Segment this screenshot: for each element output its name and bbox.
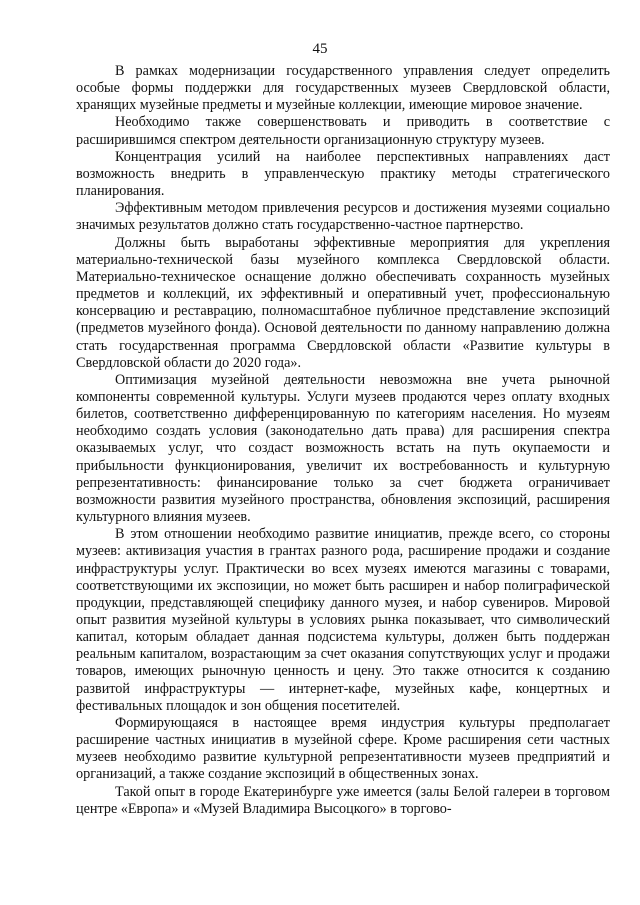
page-number: 45 [312, 41, 328, 57]
body-text [76, 63, 610, 818]
paragraph-culture-industry: Формирующаяся в настоящее время индустрия культуры предполагает расширение частных инициатив в музейной сфере. Кроме расширения сети частных музеев необходимо развитие культурной репрезентативности музеев предприятий и организаций, а также создание экспозиций в общественных зонах. [76, 714, 610, 783]
paragraph-organizational-structure: Необходимо также совершенствовать и приводить в соответствие с расширившимся спектром деятельности организационную структуру музеев. [76, 114, 610, 148]
paragraph-market-optimization: Оптимизация музейной деятельности невозможна вне учета рыночной компоненты современной культуры. Услуги музеев продаются через оплату входных билетов, соответственно дифференцированную по категориям населения. Но музеям необходимо создать условия (законодательно дать права) для расширения спектра оказываемых услуг, что создаст возможность встать на путь окупаемости и прибыльности функционирования, увеличит их востребованность и культурную репрезентативность: финансирование только за счет бюджета ограничивает возможности развития музейного пространства, обновления экспозиций, расширения культурного влияния музеев. [76, 371, 610, 526]
paragraph-initiatives-infrastructure: В этом отношении необходимо развитие инициатив, прежде всего, со стороны музеев: активизация участия в грантах разного рода, расширение продажи и создание инфраструктуры услуг. Практически во всех музеях имеются магазины с товарами, соответствующими их экспозиции, но может быть расширен и набор полиграфической продукции, представляющей специфику данного музея, и набор сувениров. Мировой опыт развития музейной культуры в условиях рынка показывает, что символический капитал, которым обладает данная подсистема культуры, должен быть поддержан реальным капиталом, возрастающим за счет оказания сопутствующих услуг и продажи товаров, имеющих рыночную ценность и цену. Это также относится к созданию развитой инфраструктуры — интернет-кафе, музейных кафе, концертных и фестивальных площадок и зон общения посетителей. [76, 526, 610, 714]
paragraph-material-technical-base: Должны быть выработаны эффективные мероприятия для укрепления материально-технической базы музейного комплекса Свердловской области. Материально-техническое оснащение должно обеспечивать сохранность музейных предметов и коллекций, их эффективный и оперативный учет, профессиональную консервацию и реставрацию, полномасштабное публичное представление экспозиций (предметов музейного фонда). Основой деятельности по данному направлению должна стать государственная программа Свердловской области «Развитие культуры в Свердловской области до 2020 года». [76, 234, 610, 371]
paragraph-ekaterinburg-experience: Такой опыт в городе Екатеринбурге уже имеется (залы Белой галереи в торговом центре «Европа» и «Музей Владимира Высоцкого» в торгово- [76, 783, 610, 817]
paragraph-strategic-planning: Концентрация усилий на наиболее перспективных направлениях даст возможность внедрить в управленческую практику методы стратегического планирования. [76, 148, 610, 200]
paragraph-public-private-partnership: Эффективным методом привлечения ресурсов и достижения музеями социально значимых результатов должно стать государственно-частное партнерство. [76, 200, 610, 234]
paragraph-state-support: В рамках модернизации государственного управления следует определить особые формы поддержки для государственных музеев Свердловской области, хранящих музейные предметы и музейные коллекции, имеющие мировое значение. [76, 63, 610, 114]
